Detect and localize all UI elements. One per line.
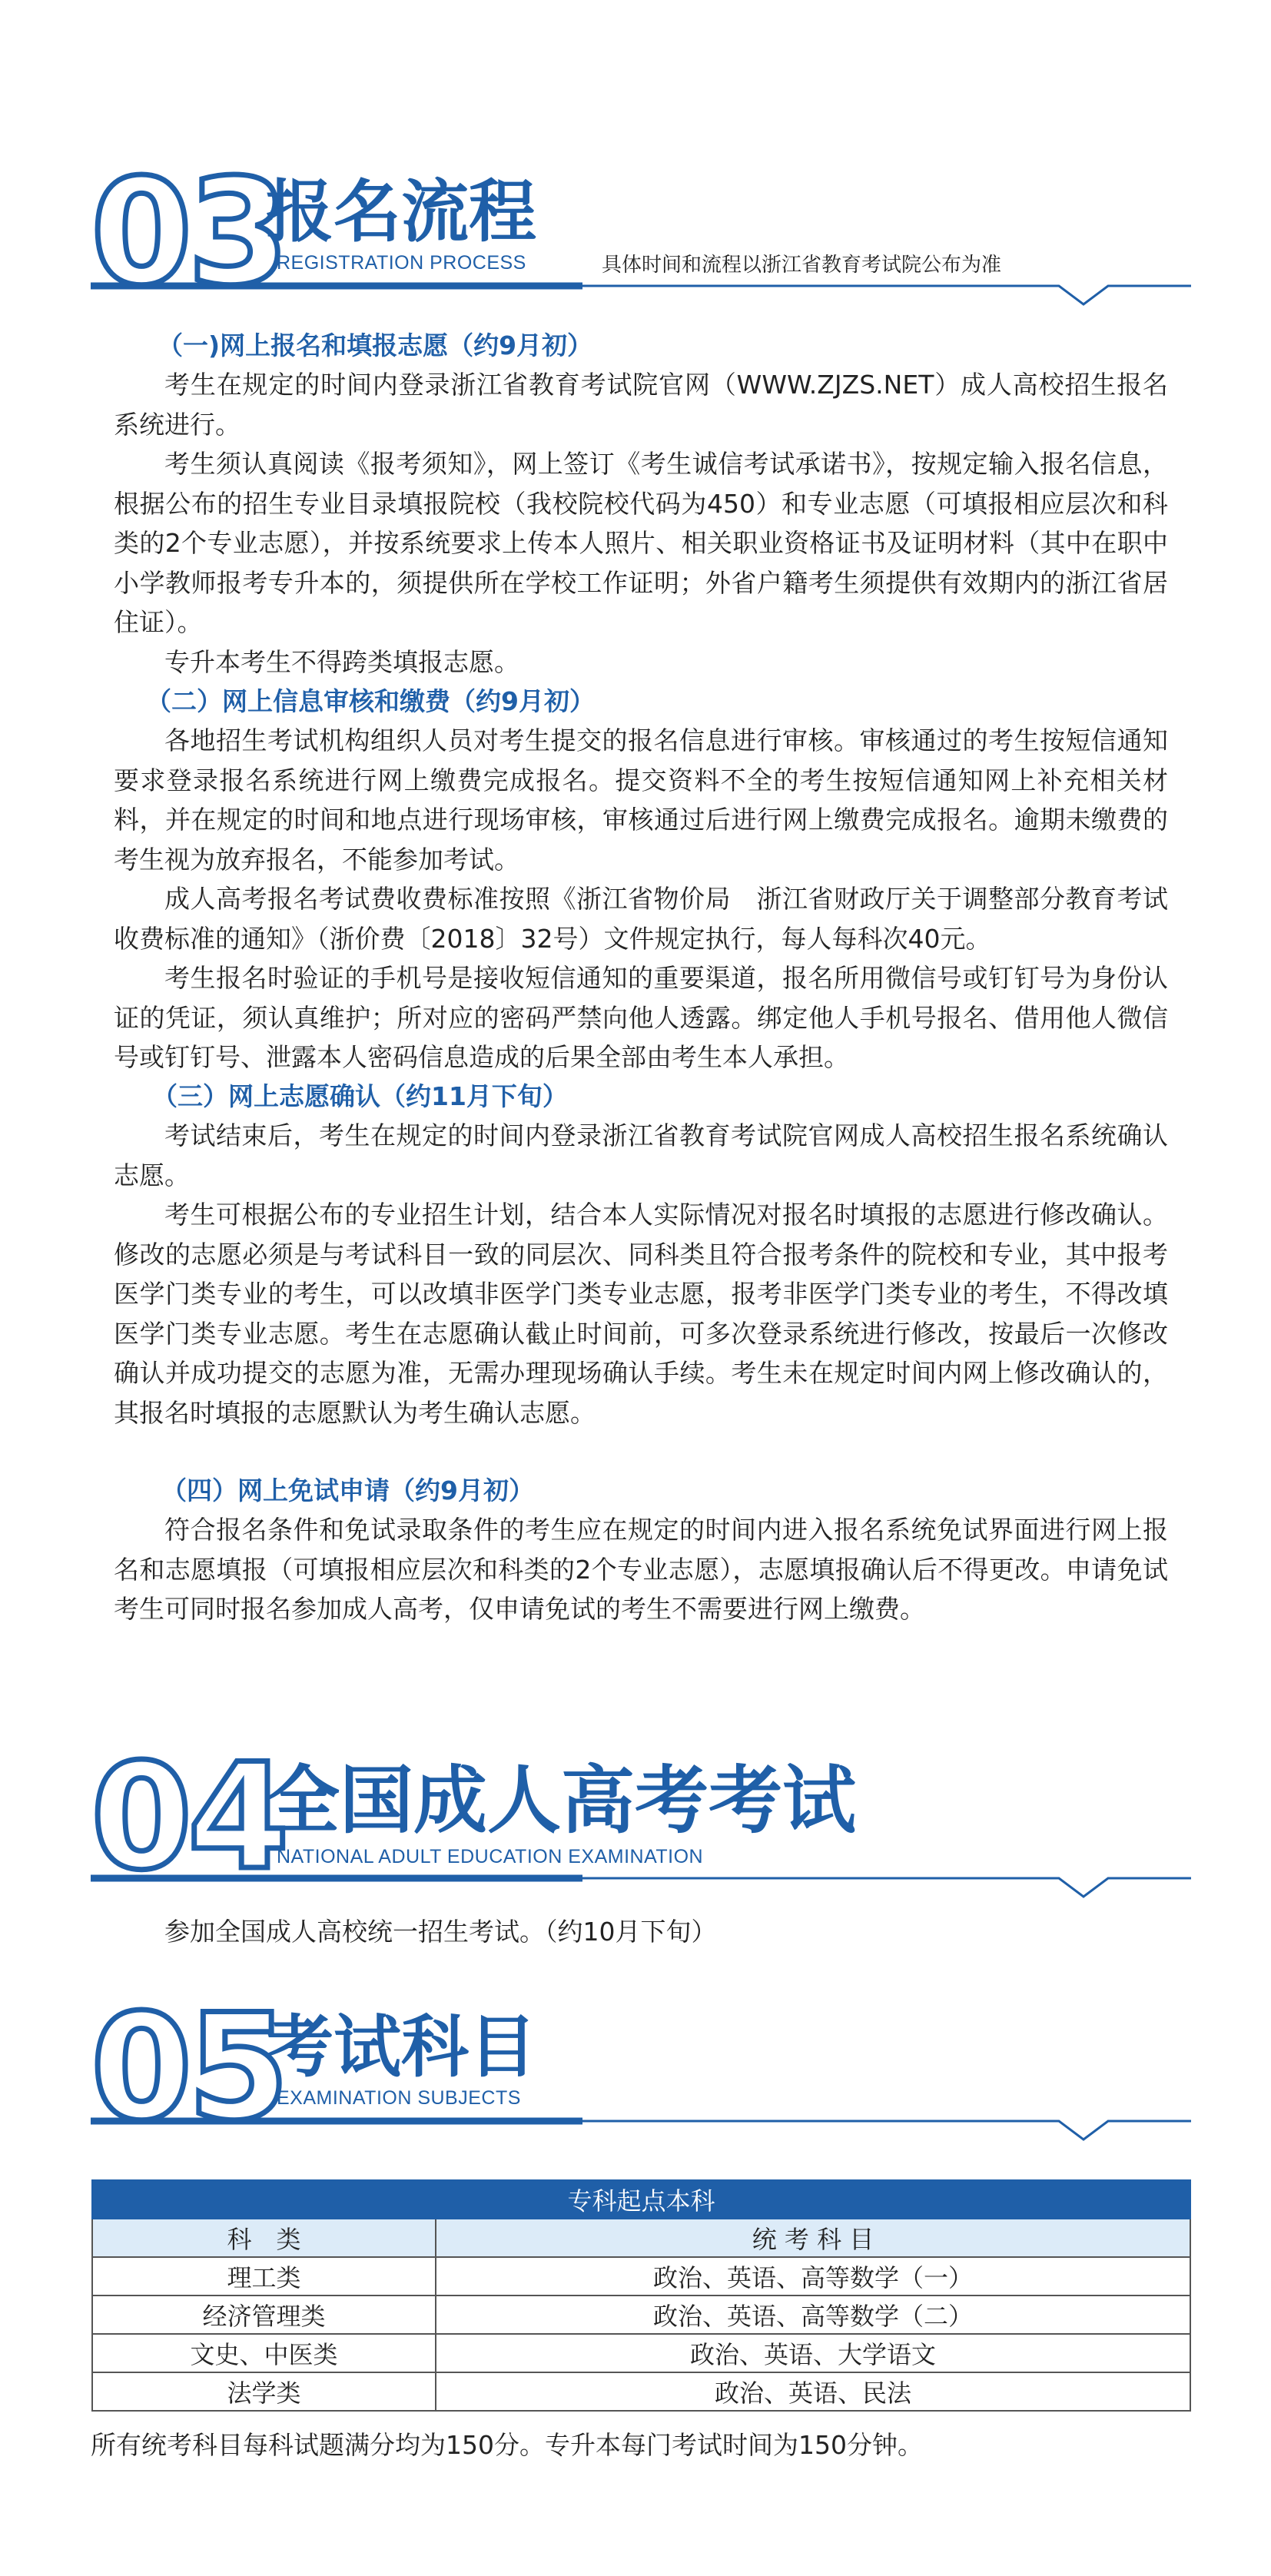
- subsection-heading: （四）网上免试申请（约9月初）: [161, 1476, 534, 1505]
- section-title: 报名流程: [266, 172, 537, 251]
- paragraph: 各地招生考试机构组织人员对考生提交的报名信息进行审核。审核通过的考生按短信通知要求登录报名系统进行网上缴费完成报名。提交资料不全的考生按短信通知网上补充相关材料，并在规定的时间和地点进行现场审核，审核通过后进行网上缴费完成报名。逾期未缴费的考生视为放弃报名，不能参加考试。: [114, 725, 1168, 875]
- section-03-header: [91, 148, 1190, 317]
- paragraph: 考生须认真阅读《报考须知》，网上签订《考生诚信考试承诺书》，按规定输入报名信息，根据公布的招生专业目录填报院校（我校院校代码为450）和专业志愿（可填报相应层次和科类的2个专业志愿），并按系统要求上传本人照片、相关职业资格证书及证明材料（其中在职中小学教师报考专升本的，须提供所在学校工作证明；外省户籍考生须提供有效期内的浙江省居住证）。: [114, 449, 1168, 637]
- section-subtitle: EXAMINATION SUBJECTS: [277, 2087, 521, 2109]
- table-cell-category: 经济管理类: [92, 2295, 436, 2334]
- paragraph: 参加全国成人高校统一招生考试。（约10月下旬）: [164, 1917, 717, 1947]
- section-subtitle: NATIONAL ADULT EDUCATION EXAMINATION: [277, 1846, 704, 1867]
- table-cell-subjects: 政治、英语、高等数学（一）: [436, 2257, 1190, 2295]
- section-05-header: [91, 1983, 1190, 2153]
- subsection-heading: （二）网上信息审核和缴费（约9月初）: [146, 686, 595, 716]
- table-header-subjects: 统 考 科 目: [436, 2219, 1190, 2257]
- table-cell-subjects: 政治、英语、高等数学（二）: [436, 2295, 1190, 2334]
- paragraph: 考生在规定的时间内登录浙江省教育考试院官网（WWW.ZJZS.NET）成人高校招生报名系统进行。: [114, 370, 1168, 440]
- paragraph: 考生可根据公布的专业招生计划，结合本人实际情况对报名时填报的志愿进行修改确认。修改的志愿必须是与考试科目一致的同层次、同科类且符合报考条件的院校和专业，其中报考医学门类专业的考生，可以改填非医学门类专业志愿，报考非医学门类专业的考生，不得改填医学门类专业志愿。考生在志愿确认截止时间前，可多次登录系统进行修改，按最后一次修改确认并成功提交的志愿为准，无需办理现场确认手续。考生未在规定时间内网上修改确认的，其报名时填报的志愿默认为考生确认志愿。: [114, 1200, 1168, 1428]
- paragraph: 符合报名条件和免试录取条件的考生应在规定的时间内进入报名系统免试界面进行网上报名和志愿填报（可填报相应层次和科类的2个专业志愿），志愿填报确认后不得更改。申请免试考生可同时报名参加成人高考，仅申请免试的考生不需要进行网上缴费。: [114, 1515, 1168, 1624]
- table-row: [92, 2334, 1190, 2372]
- section-note: 具体时间和流程以浙江省教育考试院公布为准: [602, 254, 1002, 277]
- subsection-heading: （三）网上志愿确认（约11月下旬）: [152, 1081, 568, 1111]
- paragraph: 成人高考报名考试费收费标准按照《浙江省物价局 浙江省财政厅关于调整部分教育考试收费标准的通知》（浙价费〔2018〕32号）文件规定执行，每人每科次40元。: [114, 884, 1168, 954]
- table-row: [92, 2372, 1190, 2411]
- section-divider: [91, 1869, 1191, 1907]
- paragraph: 考试结束后，考生在规定的时间内登录浙江省教育考试院官网成人高校招生报名系统确认志愿。: [114, 1120, 1168, 1190]
- section-subtitle: REGISTRATION PROCESS: [277, 252, 526, 274]
- table-caption: 专科起点本科: [92, 2180, 1190, 2219]
- section-number: 05: [91, 1983, 285, 2153]
- section-04-header: [91, 1732, 1190, 1902]
- paragraph: 专升本考生不得跨类填报志愿。: [164, 647, 519, 677]
- section-number: 04: [91, 1732, 285, 1902]
- section-title: 考试科目: [266, 2007, 537, 2086]
- table-cell-subjects: 政治、英语、民法: [436, 2372, 1190, 2411]
- table-cell-category: 文史、中医类: [92, 2334, 436, 2372]
- section-divider: [91, 277, 1191, 315]
- table-row: [92, 2257, 1190, 2295]
- section-title: 全国成人高考考试: [266, 1758, 856, 1844]
- table-cell-category: 法学类: [92, 2372, 436, 2411]
- table-header-category: 科 类: [92, 2219, 436, 2257]
- footer-note: 所有统考科目每科试题满分均为150分。专升本每门考试时间为150分钟。: [91, 2430, 923, 2460]
- subsection-heading: （一)网上报名和填报志愿（约9月初）: [158, 330, 593, 360]
- section-number: 03: [91, 148, 285, 317]
- paragraph: 考生报名时验证的手机号是接收短信通知的重要渠道，报名所用微信号或钉钉号为身份认证的凭证，须认真维护；所对应的密码严禁向他人透露。绑定他人手机号报名、借用他人微信号或钉钉号、泄露本人密码信息造成的后果全部由考生本人承担。: [114, 963, 1168, 1072]
- section-divider: [91, 2112, 1191, 2150]
- table-cell-category: 理工类: [92, 2257, 436, 2295]
- table-row: [92, 2295, 1190, 2334]
- exam-subjects-table: [91, 2179, 1191, 2412]
- table-cell-subjects: 政治、英语、大学语文: [436, 2334, 1190, 2372]
